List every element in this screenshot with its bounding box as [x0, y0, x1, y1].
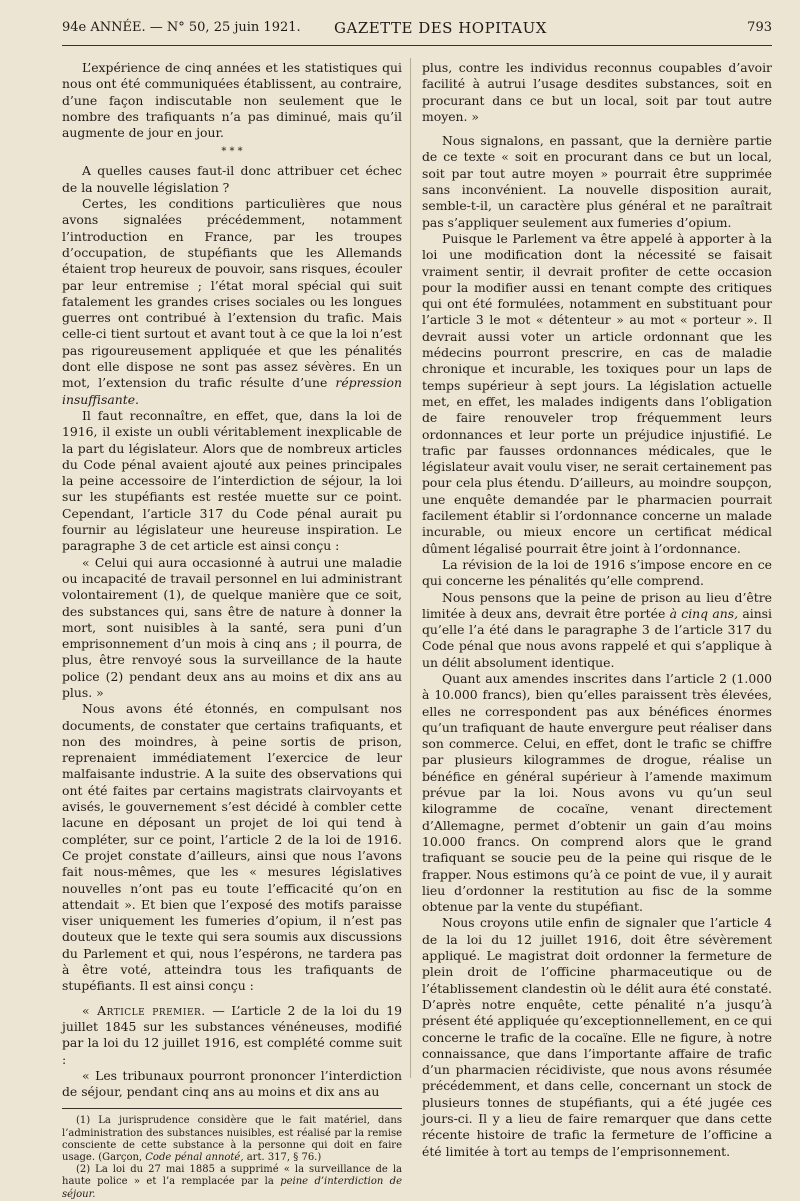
left-column — [62, 60, 402, 1201]
paragraph — [422, 590, 772, 671]
emphasis: peine d’interdiction de séjour. — [62, 1176, 402, 1200]
text-run: Certes, les conditions particulières que nous avons signalées précédemment, notamment l’introduction en France, par les troupes d’occupation, de stupéfiants que les Allemands étaient trop heureux de pouvoir, sans risques, écouler par leur entremise ; l’état moral spécial qui suit fatalement les grandes crises sociales ou les longues guerres ont contribué à l’extension du trafic. Mais celle-ci tient surtout et avant tout à ce que la loi n’est pas rigoureusement appliquée et que les pénalités dont elle dispose ne sont pas assez sévères. En un mot, l’extension du trafic résulte d’une — [62, 196, 402, 391]
quotation: « Celui qui aura occasionné à autrui une maladie ou incapacité de travail personnel en lui administrant volontairement (1), de quelque manière que ce soit, des substances qui, sans être de nature à donner la mort, sont nuisibles à la santé, sera puni d’un emprisonnement d’un mois à cinq ans ; il pourra, de plus, être renvoyé sous la surveillance de la haute police (2) pendant deux ans au moins et dix ans au plus. » — [62, 554, 402, 700]
quotation: « Les tribunaux pourront prononcer l’interdiction de séjour, pendant cinq ans au moins et dix ans au — [62, 1067, 402, 1100]
paragraph: Nous croyons utile enfin de signaler que l’article 4 de la loi du 12 juillet 1916, doit être sévèrement appliqué. Le magistrat doit ordonner la fermeture de plein droit de l’officine pharmaceutique ou de l’établissement clandestin où le délit aura été constaté. D’après notre enquête, cette pénalité n’a jusqu’à présent été appliquée qu’exceptionnellement, en ce qui concerne le trafic de la cocaïne. Elle ne figure, à notre connaissance, que dans l’importante affaire de trafic d’un pharmacien récidiviste, que nous avons résumée précédemment, et dans celle, concernant un stock de plusieurs tonnes de stupéfiants, qui a été jugée ces jours-ci. Il y a lieu de faire remarquer que dans cette récente histoire de trafic la fermeture de l’officine a été limitée à tort au temps de l’emprisonnement. — [422, 915, 772, 1159]
page-header — [62, 14, 772, 44]
issue-info: 94e ANNÉE. — N° 50, 25 juin 1921. — [62, 20, 301, 35]
paragraph: Quant aux amendes inscrites dans l’article 2 (1.000 à 10.000 francs), bien qu’elles paraissent très élevées, elles ne correspondent pas aux bénéfices énormes qu’un trafiquant de haute envergure peut réaliser dans son commerce. Celui, en effet, dont le trafic se chiffre par plusieurs kilogrammes de drogue, réalise un bénéfice en général supérieur à l’amende maximum prévue par la loi. Nous avons vu qu’un seul kilogramme de cocaïne, venant directement d’Allemagne, permet d’obtenir un gain d’au moins 10.000 francs. On comprend alors que le grand trafiquant se soucie peu de la peine qui risque de le frapper. Nous estimons qu’à ce point de vue, il y aurait lieu d’ordonner la restitution au fisc de la somme obtenue par la vente du stupéfiant. — [422, 670, 772, 915]
paragraph: Puisque le Parlement va être appelé à apporter à la loi une modification dont la nécessité se faisait vraiment sentir, il devrait profiter de cette occasion pour la modifier aussi en tenant compte des critiques qui ont été formulées, notamment en substituant pour l’article 3 le mot « détenteur » au mot « porteur ». Il devrait aussi voter un article ordonnant que les médecins pourront prescrire, en cas de maladie chronique et incurable, les toxiques pour un laps de temps supérieur à sept jours. La législation actuelle met, en effet, les malades indigents dans l’obligation de faire renouveler trop fréquemment leurs ordonnances et leur porte un préjudice injustifié. Le trafic par fausses ordonnances médicales, que le législateur avait voulu viser, ne serait certainement pas pour cela plus étendu. D’ailleurs, au moindre soupçon, une enquête demandée par le pharmacien pourrait facilement établir si l’ordonnance concerne un malade incurable, ou mieux encore un certificat médical dûment légalisé pourrait être joint à l’ordonnance. — [422, 230, 772, 556]
text-run: (1) La jurisprudence considère que le fait matériel, dans l’administration des substances nuisibles, est réalisé par la remise consciente de cette substance à la personne qui doit en faire usage. (Garçon, — [62, 1115, 402, 1164]
article-heading: « Article premier. — [82, 1002, 206, 1018]
spacer — [422, 125, 772, 133]
emphasis: à cinq ans, — [669, 605, 739, 621]
spacer — [62, 995, 402, 1003]
right-column — [422, 60, 772, 1160]
paragraph: A quelles causes faut-il donc attribuer cet échec de la nouvelle législation ? — [62, 163, 402, 195]
emphasis: Code pénal annoté, — [145, 1152, 244, 1164]
text-run: (2) La loi du 27 mai 1885 a supprimé « la surveillance de la haute police » et l’a remplacée par la — [62, 1164, 402, 1188]
paragraph: Nous signalons, en passant, que la dernière partie de ce texte « soit en procurant dans ce but un local, soit par tout autre moyen » pourrait être supprimée sans inconvénient. La nouvelle disposition aurait, semble-t-il, un caractère plus général et ne paraîtrait pas s’appliquer seulement aux fumeries d’opium. — [422, 133, 772, 230]
footnote-1 — [62, 1115, 402, 1164]
header-rule — [62, 45, 772, 46]
paragraph: Nous avons été étonnés, en compulsant nos documents, de constater que certains trafiquants, et non des moindres, à peine sortis de prison, reprenaient immédiatement l’exercice de leur malfaisante industrie. A la suite des observations qui ont été faites par certains magistrats clairvoyants et avisés, le gouvernement s’est décidé à combler cette lacune en déposant un projet de loi qui tend à compléter, sur ce point, l’article 2 de la loi de 1916. Ce projet constate d’ailleurs, ainsi que nous l’avons fait nous-mêmes, que les « mesures législatives nouvelles n’ont pas eu toute l’efficacité qu’on en attendait ». Et bien que l’exposé des motifs paraisse viser uniquement les fumeries d’opium, il n’est pas douteux que le texte qui sera soumis aux discussions du Parlement et qui, nous l’espérons, ne tardera pas à être voté, atteindra tous les trafiquants de stupéfiants. Il est ainsi conçu : — [62, 701, 402, 994]
paragraph: La révision de la loi de 1916 s’impose encore en ce qui concerne les pénalités qu’elle comprend. — [422, 556, 772, 589]
text-run: art. 317, § 76.) — [246, 1152, 322, 1164]
text-run: Nous pensons que la peine de prison au lieu d’être limitée à deux ans, devrait être portée — [422, 589, 772, 621]
quotation-continued: plus, contre les individus reconnus coupables d’avoir facilité à autrui l’usage desdites substances, soit en procurant dans ce but un local, soit par tout autre moyen. » — [422, 60, 772, 124]
column-divider — [410, 58, 411, 1078]
page-number: 793 — [747, 20, 772, 35]
paragraph: L’expérience de cinq années et les statistiques qui nous ont été communiquées établissent, au contraire, d’une façon indiscutable non seulement que le nombre des trafiquants n’a pas diminué, mais qu’il augmente de jour en jour. — [62, 60, 402, 141]
quotation-article — [62, 1003, 402, 1068]
paragraph — [62, 196, 402, 408]
paragraph: Il faut reconnaître, en effet, que, dans la loi de 1916, il existe un oubli véritablement inexplicable de la part du législateur. Alors que de nombreux articles du Code pénal avaient ajouté aux peines principales la peine accessoire de l’interdiction de séjour, la loi sur les stupéfiants est restée muette sur ce point. Cependant, l’article 317 du Code pénal aurait pu fournir au législateur une heureuse inspiration. Le paragraphe 3 de cet article est ainsi conçu : — [62, 407, 402, 554]
section-stars: * * * — [221, 146, 243, 158]
text-run: — L’article 2 de la loi du 19 juillet 1845 sur les substances vénéneuses, modifié par la loi du 12 juillet 1916, est complété comme suit : — [62, 1002, 402, 1067]
publication-title: GAZETTE DES HOPITAUX — [334, 19, 547, 37]
footnote-2 — [62, 1164, 402, 1201]
text-run: ainsi qu’elle l’a été dans le paragraphe 3 de l’article 317 du Code pénal que nous avons rappelé et qui s’applique à un délit absolument identique. — [422, 605, 772, 670]
emphasis: répression insuffisante. — [62, 375, 402, 407]
footnote-rule — [62, 1108, 402, 1109]
